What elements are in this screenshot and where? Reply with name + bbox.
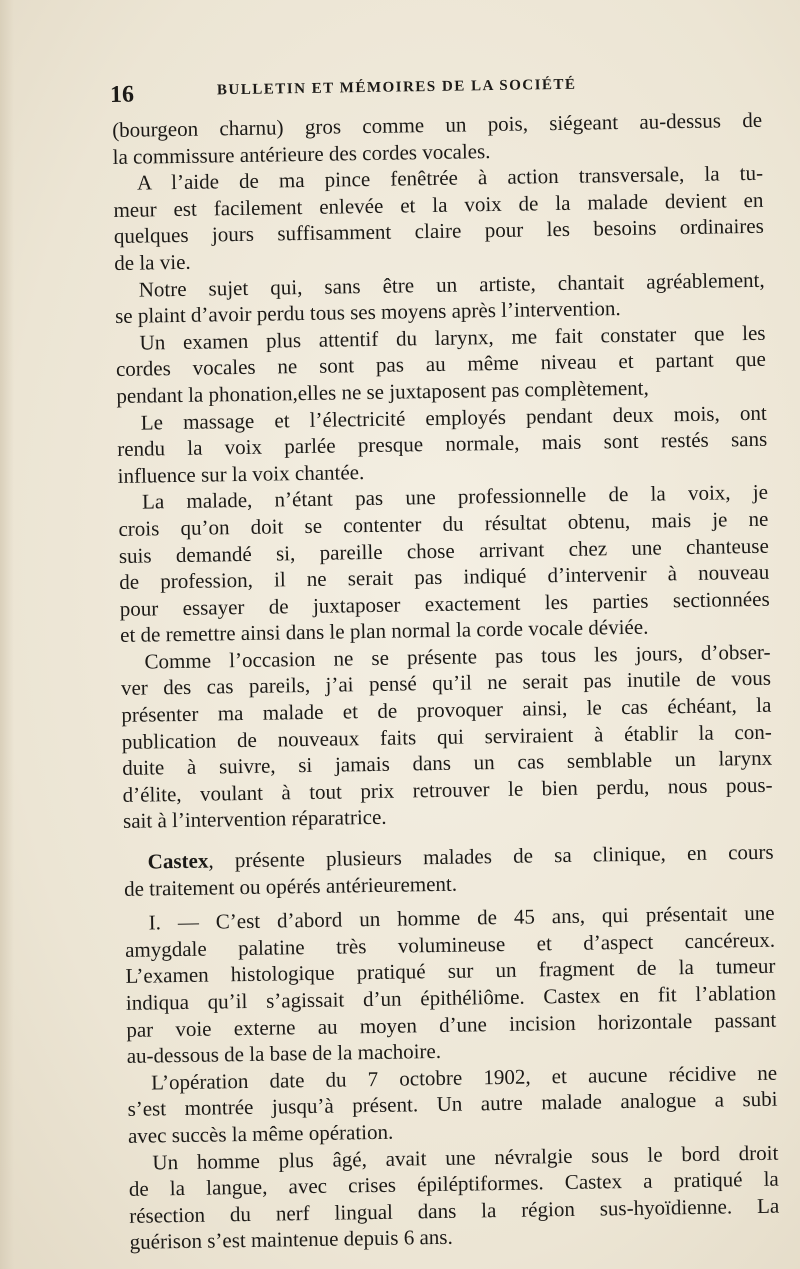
text-line: présenter ma malade et de provoquer ainsi, le cas échéant, la [121,692,772,727]
text-line: guérison s’est maintenue depuis 6 ans. [129,1225,453,1255]
text-line: (bourgeon charnu) gros comme un pois, siégeant au-dessus de [112,107,763,142]
text-line: quelques jours suffisamment claire pour les besoins ordinaires [113,214,764,249]
text-line: rendu la voix parlée presque normale, mais sont restés sans [117,426,768,462]
body-text [112,107,780,1256]
text-line: L’examen histologique pratiqué sur un fragment de la tumeur [125,954,776,989]
page-header [110,70,620,108]
text-line: de la vie. [114,249,191,275]
text-line: publication de nouveaux faits qui serviraient à établir la con- [121,719,772,754]
text-line: avec succès la même opération. [127,1119,394,1148]
text-line: indiqua qu’il s’agissait d’un épithéliôme. Castex en fit l’ablation [125,980,777,1015]
castex-name: Castex [147,848,209,874]
text-line: L’opération date du 7 octobre 1902, et aucune récidive ne [150,1060,778,1095]
text-line: pour essayer de juxtaposer exactement les parties sectionnées [119,586,770,621]
text-line: La malade, n’étant pas une professionnelle de la voix, je [141,480,769,514]
text-line: de la langue, avec crises épiléptiformes. Castex a pratiqué la [128,1166,779,1202]
page-gutter-shadow [0,0,14,1269]
running-title: BULLETIN ET MÉMOIRES DE LA SOCIÉTÉ [216,76,577,99]
text-line: cordes vocales ne sont pas au même niveau et partant que [115,347,767,382]
text-line: I. — C’est d’abord un homme de 45 ans, qui présentait une [148,900,775,935]
page-number: 16 [109,81,135,108]
text-line: et de remettre ainsi dans le plan normal la corde vocale déviée. [119,614,649,648]
text-line: suis demandé si, pareille chose arrivant chez une chanteuse [118,533,769,568]
text-line: Un examen plus attentif du larynx, me fait constater que les [139,320,766,355]
text-line: par voie externe au moyen d’une incision horizontale passant [126,1007,777,1042]
text-line: de traitement ou opérés antérieurement. [123,871,458,901]
text-line: Le massage et l’électricité employés pendant deux mois, ont [140,400,767,435]
text-line: s’est montrée jusqu’à présent. Un autre malade analogue a subi [127,1087,778,1122]
text-line: influence sur la voix chantée. [117,459,365,488]
text-line: de profession, il ne serait pas indiqué d’intervenir à nouveau [119,559,770,595]
castex-intro-text: , présente plusieurs malades de sa clinique, en cours [208,839,774,873]
text-line: ver des cas pareils, j’ai pensé qu’il ne serait pas inutile de vous [120,666,772,701]
text-line: amygdale palatine très volumineuse et d’aspect cancéreux. [124,927,776,962]
text-line: meur est facilement enlevée et la voix de la malade devient en [113,187,764,222]
text-line: pendant la phonation,elles ne se juxtaposent pas complètement, [116,375,649,408]
text-line: sait à l’intervention réparatrice. [122,805,387,834]
text-line: Notre sujet qui, sans être un artiste, chantait agréablement, [138,267,765,302]
text-line: au-dessous de la base de la machoire. [126,1039,442,1069]
text-line: se plaint d’avoir perdu tous ses moyens après l’intervention. [114,296,621,329]
text-line: d’élite, voulant à tout prix retrouver le bien perdu, nous pous- [122,772,773,807]
text-line: Comme l’occasion ne se présente pas tous les jours, d’obser- [144,639,771,674]
text-line: Un homme plus âgé, avait une névralgie sous le bord droit [152,1140,779,1175]
text-line: crois qu’on doit se contenter du résultat obtenu, mais je ne [118,506,769,541]
text-line: la commissure antérieure des cordes vocales. [112,138,491,169]
text-line: résection du nerf lingual dans la région sus-hyoïdienne. La [129,1193,780,1228]
text-line: A l’aide de ma pince fenêtrée à action transversale, la tu- [136,160,764,195]
text-line: duite à suivre, si jamais dans un cas semblable un larynx [122,745,773,781]
